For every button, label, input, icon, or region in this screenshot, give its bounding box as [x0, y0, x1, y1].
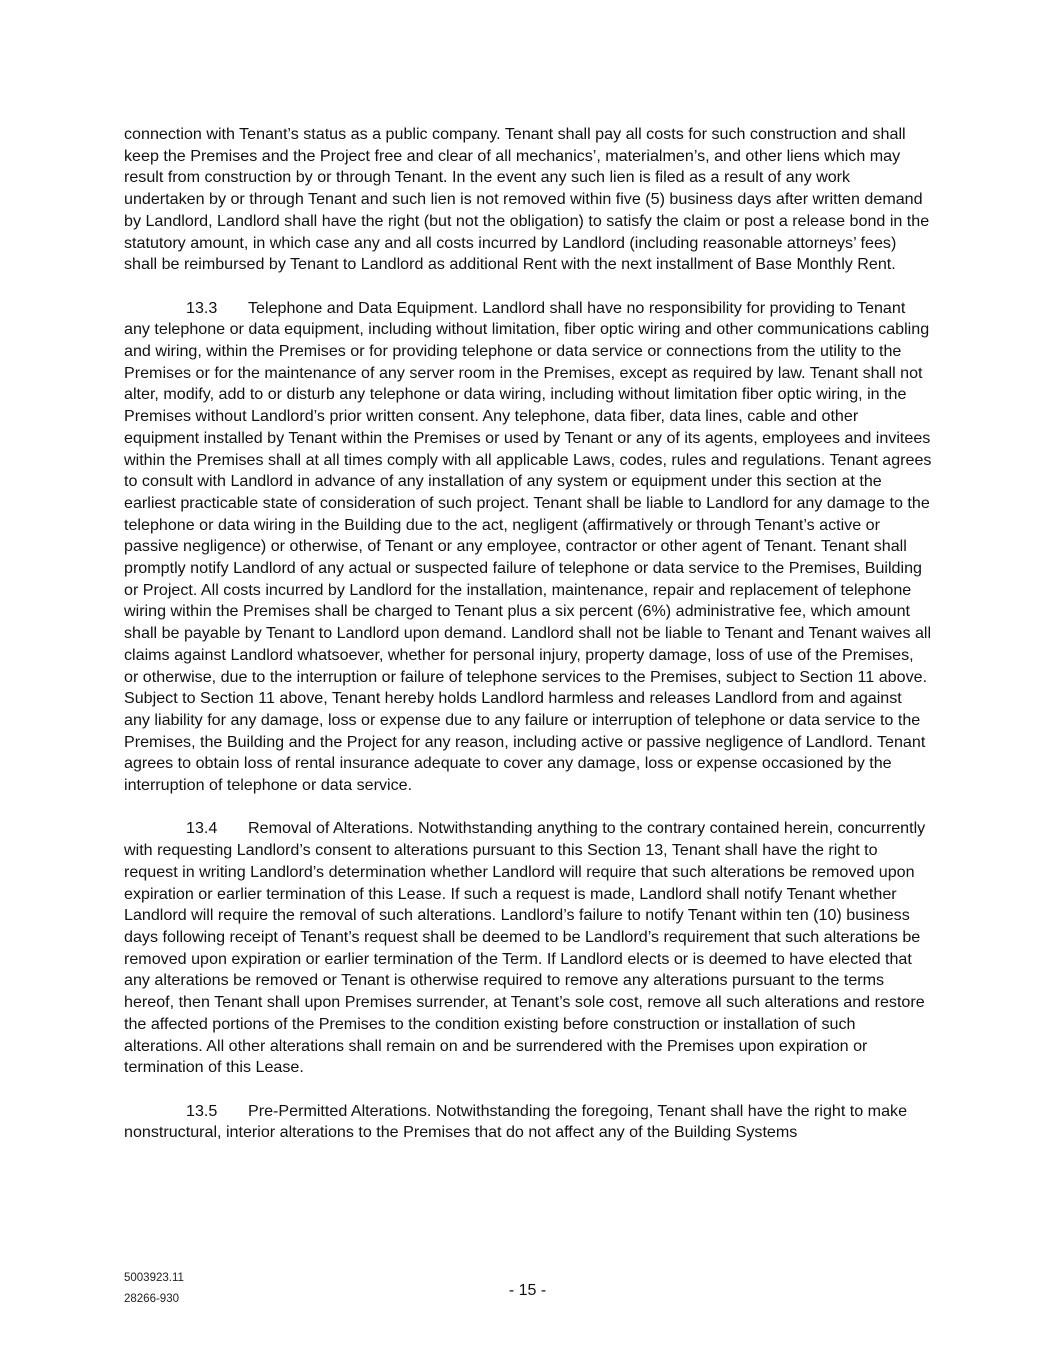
- section-heading: Telephone and Data Equipment: [248, 298, 474, 317]
- footer-matter-id: 28266-930: [124, 1293, 179, 1305]
- section-number: 13.5: [186, 1101, 218, 1120]
- page-number: - 15 -: [508, 1282, 547, 1299]
- section-13-3: [124, 298, 932, 797]
- section-13-5: [124, 1101, 932, 1144]
- paragraph-continuation: connection with Tenant’s status as a public company. Tenant shall pay all costs for such construction and shall keep the Premises and the Project free and clear of all mechanics’, materialmen’s, and other liens which may result from construction by or through Tenant. In the event any such lien is filed as a result of any work undertaken by or through Tenant and such lien is not removed within five (5) business days after written demand by Landlord, Landlord shall have the right (but not the obligation) to satisfy the claim or post a release bond in the statutory amount, in which case any and all costs incurred by Landlord (including reasonable attorneys’ fees) shall be reimbursed by Tenant to Landlord as additional Rent with the next installment of Base Monthly Rent.: [124, 125, 930, 274]
- section-text: . Notwithstanding anything to the contrary contained herein, concurrently with requesting Landlord’s consent to alterations pursuant to this Section 13, Tenant shall have the right to request in writing Landlord’s determination whether Landlord will require that such alterations be removed upon expiration or earlier termination of this Lease. If such a request is made, Landlord shall notify Tenant whether Landlord will require the removal of such alterations. Landlord’s failure to notify Tenant within ten (10) business days following receipt of Tenant’s request shall be deemed to be Landlord’s requirement that such alterations be removed upon expiration or earlier termination of the Term. If Landlord elects or is deemed to have elected that any alterations be removed or Tenant is otherwise required to remove any alterations pursuant to the terms hereof, then Tenant shall upon Premises surrender, at Tenant’s sole cost, remove all such alterations and restore the affected portions of the Premises to the condition existing before construction or installation of such alterations. All other alterations shall remain on and be surrendered with the Premises upon expiration or termination of this Lease.: [124, 819, 926, 1077]
- section-heading: Pre-Permitted Alterations: [248, 1101, 427, 1120]
- document-body: [124, 124, 932, 1166]
- section-13-4: [124, 818, 932, 1078]
- section-text: . Landlord shall have no responsibility for providing to Tenant any telephone or data equipment, including without limitation, fiber optic wiring and other communications cabling and wiring, within the Premises or for providing telephone or data service or connections from the utility to the Premises or for the maintenance of any server room in the Premises, except as required by law. Tenant shall not alter, modify, add to or disturb any telephone or data wiring, including without limitation fiber optic wiring, in the Premises without Landlord’s prior written consent. Any telephone, data fiber, data lines, cable and other equipment installed by Tenant within the Premises or used by Tenant or any of its agents, employees and invitees within the Premises shall at all times comply with all applicable Laws, codes, rules and regulations. Tenant agrees to consult with Landlord in advance of any installation of any system or equipment under this section at the earliest practicable state of consideration of such project. Tenant shall be liable to Landlord for any damage to the telephone or data wiring in the Building due to the act, negligent (affirmatively or through Tenant’s active or passive negligence) or otherwise, of Tenant or any employee, contractor or other agent of Tenant. Tenant shall promptly notify Landlord of any actual or suspected failure of telephone or data service to the Premises, Building or Project. All costs incurred by Landlord for the installation, maintenance, repair and replacement of telephone wiring within the Premises shall be charged to Tenant plus a six percent (6%) administrative fee, which amount shall be payable by Tenant to Landlord upon demand. Landlord shall not be liable to Tenant and Tenant waives all claims against Landlord whatsoever, whether for personal injury, property damage, loss of use of the Premises, or otherwise, due to the interruption or failure of telephone services to the Premises, subject to Section 11 above. Subject to Section 11 above, Tenant hereby holds Landlord harmless and releases Landlord from and against any liability for any damage, loss or expense due to any failure or interruption of telephone or data service to the Premises, the Building and the Project for any reason, including active or passive negligence of Landlord. Tenant agrees to obtain loss of rental insurance adequate to cover any damage, loss or expense occasioned by the interruption of telephone or data service.: [124, 298, 932, 795]
- section-text: . Notwithstanding the foregoing, Tenant shall have the right to make nonstructural, interior alterations to the Premises that do not affect any of the Building Systems: [124, 1101, 908, 1142]
- footer-doc-id: 5003923.11: [124, 1272, 184, 1284]
- section-number: 13.4: [186, 819, 218, 838]
- section-heading: Removal of Alterations: [248, 819, 410, 838]
- section-number: 13.3: [186, 298, 218, 317]
